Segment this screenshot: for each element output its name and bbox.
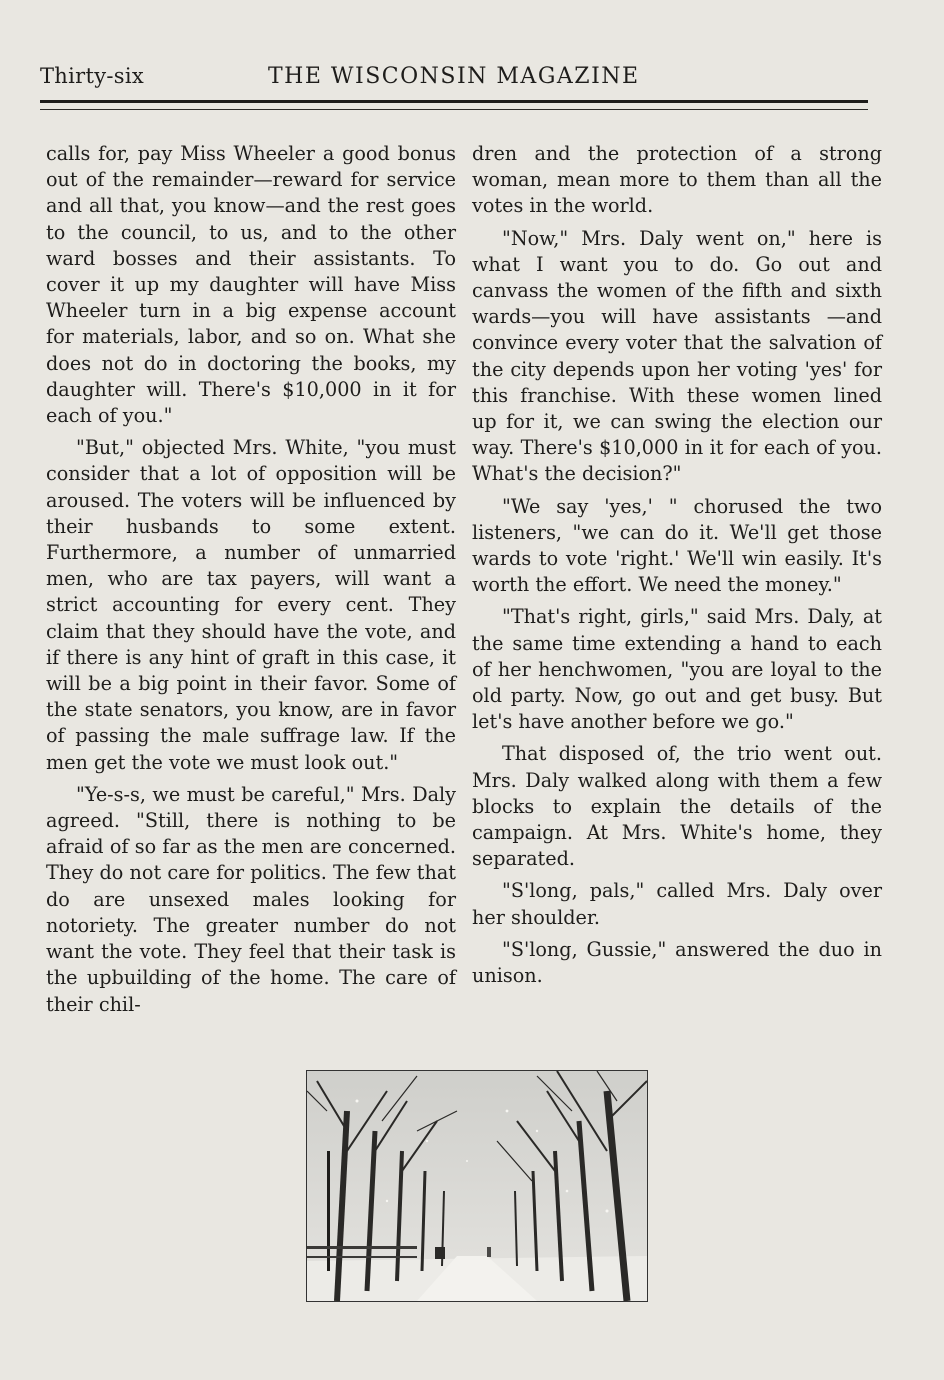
running-head <box>40 64 870 94</box>
page-number-label: Thirty-six <box>40 64 145 88</box>
paragraph: That disposed of, the trio went out. Mrs. Daly walked along with them a few blocks to explain the details of the campaign. At Mrs. White's home, they separated. <box>472 742 882 871</box>
paragraph: "Ye-s-s, we must be careful," Mrs. Daly agreed. "Still, there is nothing to be afraid of so far as the men are concerned. They do not care for politics. The few that do are unsexed males looking for notoriety. The greater number do not want the vote. They feel that their task is the upbuilding of the home. The care of their chil- <box>46 782 456 1016</box>
paragraph: "S'long, Gussie," answered the duo in unison. <box>472 937 882 988</box>
paragraph: dren and the protection of a strong woman, mean more to them than all the votes in the world. <box>472 142 882 218</box>
header-rule-thin <box>40 109 868 110</box>
paragraph: "But," objected Mrs. White, "you must consider that a lot of opposition will be aroused. The voters will be influenced by their husbands to some extent. Furthermore, a number of unmarried men, who are tax payers, will want a strict accounting for every cent. They claim that they should have the vote, and if there is any hint of graft in this case, it will be a big point in their favor. Some of the state senators, you know, are in favor of passing the male suffrage law. If the men get the vote we must look out." <box>46 436 456 774</box>
right-column <box>472 141 882 995</box>
paragraph: "S'long, pals," called Mrs. Daly over her shoulder. <box>472 879 882 929</box>
header-rule-thick <box>40 100 868 103</box>
paragraph: "Now," Mrs. Daly went on," here is what I want you to do. Go out and canvass the women of the fifth and sixth wards—you will have assistants —and convince every voter that the salvation of the city depends upon her voting 'yes' for this franchise. With these women lined up for it, we can swing the election our way. There's $10,000 in it for each of you. What's the decision?" <box>472 226 882 486</box>
winter-street-photo <box>306 1070 648 1302</box>
paragraph: calls for, pay Miss Wheeler a good bonus out of the remainder—reward for service and all that, you know—and the rest goes to the council, to us, and to the other ward bosses and their assistants. To cover it up my daughter will have Miss Wheeler turn in a big expense account for materials, labor, and so on. What she does not do in doctoring the books, my daughter will. There's $10,000 in it for each of you." <box>46 142 456 428</box>
left-column <box>46 141 456 1024</box>
magazine-title: THE WISCONSIN MAGAZINE <box>268 64 640 89</box>
paragraph: "That's right, girls," said Mrs. Daly, at the same time extending a hand to each of her henchwomen, "you are loyal to the old party. Now, go out and get busy. But let's have another before we go." <box>472 605 882 734</box>
paragraph: "We say 'yes,' " chorused the two listeners, "we can do it. We'll get those wards to vote 'right.' We'll win easily. It's worth the effort. We need the money." <box>472 494 882 597</box>
